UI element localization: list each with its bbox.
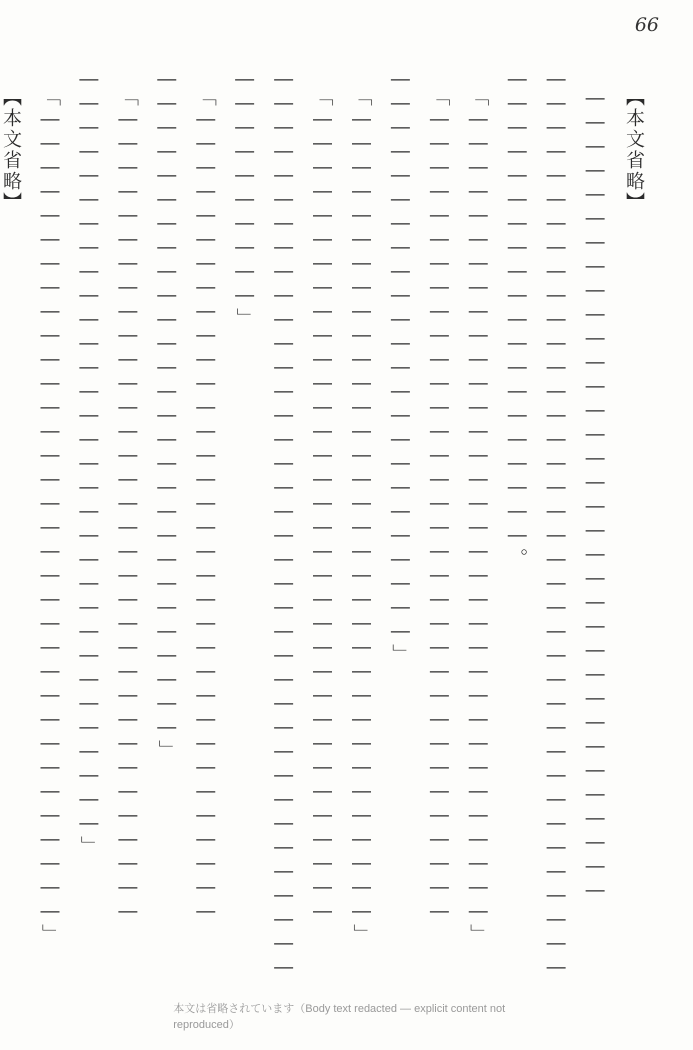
text-line: ――――――――――――――――――――。 bbox=[506, 68, 529, 569]
text-line: ―――――――――――――――――――――――――――――――――――――― bbox=[545, 68, 568, 980]
text-line: ――――――――――――――――――――――――――――」 bbox=[155, 68, 178, 761]
text-line: 「―――――――――――――――――――――――――――――――――― bbox=[428, 87, 451, 924]
page-number: 66 bbox=[634, 14, 659, 36]
text-line: 「――――――――――――――――――――――――――――――――――」 bbox=[467, 87, 490, 945]
text-line: 「――――――――――――――――――――――――――――――――――」 bbox=[350, 87, 373, 945]
text-line: ――――――――――――――――――――――――」 bbox=[389, 68, 412, 665]
text-line: ―――――――――――――――――――――――――――――――――――――― bbox=[272, 68, 295, 980]
redaction-notice: 本文は省略されています（Body text redacted — explicit content not reproduced） bbox=[173, 1003, 506, 1031]
text-line: 「――――――――――――――――――――――――――――――――――」 bbox=[38, 87, 61, 945]
text-line: 「―――――――――――――――――――――――――――――――――― bbox=[311, 87, 334, 924]
text-line: 【本文省略】―――――――――――――――――――――――――――――――――― bbox=[584, 87, 645, 903]
text-line: 「―――――――――――――――――――――――――――――――――― bbox=[194, 87, 217, 924]
vertical-text-body bbox=[0, 68, 653, 990]
text-line: 【本文省略】 bbox=[0, 87, 22, 213]
text-line: ――――――――――――――――――――――――――――――――」 bbox=[77, 68, 100, 857]
text-line: ――――――――――」 bbox=[233, 68, 256, 329]
text-line: 「―――――――――――――――――――――――――――――――――― bbox=[116, 87, 139, 924]
